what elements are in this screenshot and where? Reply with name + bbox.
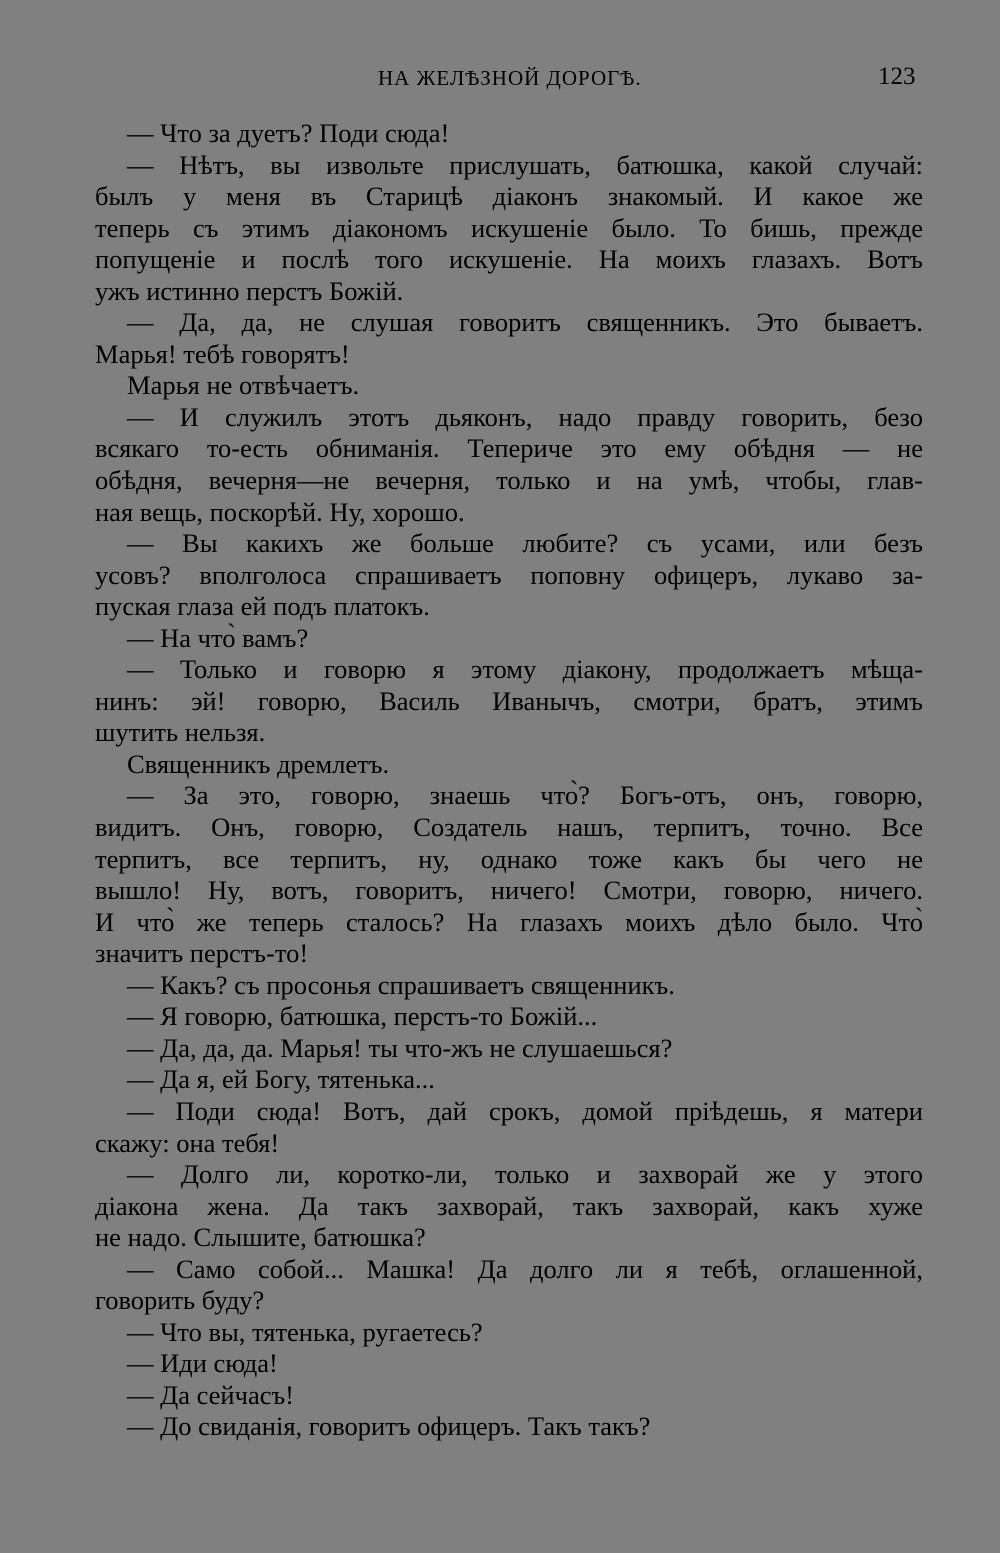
text-line: значитъ перстъ-то! bbox=[95, 938, 309, 969]
text-line: усовъ? вполголоса спрашиваетъ поповну офицеръ, лукаво за- bbox=[95, 559, 923, 590]
text-line: Священникъ дремлетъ. bbox=[127, 748, 390, 779]
text-line: говорить буду? bbox=[95, 1285, 265, 1316]
text-line: — И служилъ этотъ дьяконъ, надо правду говорить, безо bbox=[127, 401, 923, 432]
text-line: всякаго то-есть обниманія. Тепериче это ему обѣдня — не bbox=[95, 433, 923, 464]
text-line: — Да, да, не слушая говоритъ священникъ. Это бываетъ. bbox=[127, 307, 923, 338]
text-line: видитъ. Онъ, говорю, Создатель нашъ, терпитъ, точно. Все bbox=[95, 812, 923, 843]
text-line: терпитъ, все терпитъ, ну, однако тоже какъ бы чего не bbox=[95, 843, 923, 874]
text-line: — Что за дуетъ? Поди сюда! bbox=[127, 118, 450, 148]
text-line: — Только и говорю я этому діакону, продолжаетъ мѣща- bbox=[127, 654, 923, 685]
text-line: — Вы какихъ же больше любите? съ усами, или безъ bbox=[127, 528, 923, 559]
text-line: — Да, да, да. Марья! ты что-жъ не слушаешься? bbox=[127, 1032, 673, 1063]
text-line: нинъ: эй! говорю, Василь Иванычъ, смотри, братъ, этимъ bbox=[95, 685, 923, 716]
text-line: ужъ истинно перстъ Божій. bbox=[95, 275, 404, 306]
text-line: вышло! Ну, вотъ, говоритъ, ничего! Смотри, говорю, ничего. bbox=[95, 875, 923, 906]
text-line: — Я говорю, батюшка, перстъ-то Божій... bbox=[127, 1001, 598, 1032]
text-line: — Какъ? съ просонья спрашиваетъ священникъ. bbox=[127, 969, 675, 1000]
text-line: шутить нельзя. bbox=[95, 717, 266, 748]
text-line: былъ у меня въ Старицѣ діаконъ знакомый. И какое же bbox=[95, 181, 923, 212]
text-line: — Да сейчасъ! bbox=[127, 1379, 294, 1410]
text-line: — Долго ли, коротко-ли, только и захворай же у этого bbox=[127, 1159, 923, 1190]
text-line: Марья! тебѣ говорятъ! bbox=[95, 338, 350, 369]
page-number: 123 bbox=[878, 63, 916, 90]
text-line: попущеніе и послѣ того искушеніе. На моихъ глазахъ. Вотъ bbox=[95, 244, 923, 275]
text-line: не надо. Слышите, батюшка? bbox=[95, 1222, 426, 1253]
text-line: ная вещь, поскорѣй. Ну, хорошо. bbox=[95, 496, 465, 527]
text-line: діакона жена. Да такъ захворай, такъ захворай, какъ хуже bbox=[95, 1190, 923, 1221]
text-line: скажу: она тебя! bbox=[95, 1127, 280, 1158]
text-line: — Нѣтъ, вы извольте прислушать, батюшка, какой случай: bbox=[127, 149, 923, 180]
text-line: теперь съ этимъ діакономъ искушеніе было. То бишь, прежде bbox=[95, 212, 923, 243]
text-line: И что̀ же теперь сталось? На глазахъ моихъ дѣло было. Что̀ bbox=[95, 906, 923, 937]
text-line: пуская глаза ей подъ платокъ. bbox=[95, 591, 430, 622]
body-text bbox=[95, 118, 923, 1443]
text-line: — Иди сюда! bbox=[127, 1348, 278, 1379]
text-line: — Поди сюда! Вотъ, дай срокъ, домой пріѣдешь, я матери bbox=[127, 1095, 923, 1126]
text-line: — Что вы, тятенька, ругаетесь? bbox=[127, 1316, 483, 1347]
running-head: НА ЖЕЛѢЗНОЙ ДОРОГѢ. bbox=[378, 66, 642, 90]
text-line: — За это, говорю, знаешь что̀? Богъ-отъ, онъ, говорю, bbox=[127, 780, 923, 811]
text-line: — Да я, ей Богу, тятенька... bbox=[127, 1064, 435, 1095]
text-line: — На что̀ вамъ? bbox=[127, 622, 309, 653]
text-line: — До свиданія, говоритъ офицеръ. Такъ такъ? bbox=[127, 1411, 651, 1442]
text-line: обѣдня, вечерня—не вечерня, только и на умѣ, чтобы, глав- bbox=[95, 465, 923, 496]
text-line: Марья не отвѣчаетъ. bbox=[127, 370, 360, 401]
text-line: — Само собой... Машка! Да долго ли я тебѣ, оглашенной, bbox=[127, 1253, 923, 1284]
